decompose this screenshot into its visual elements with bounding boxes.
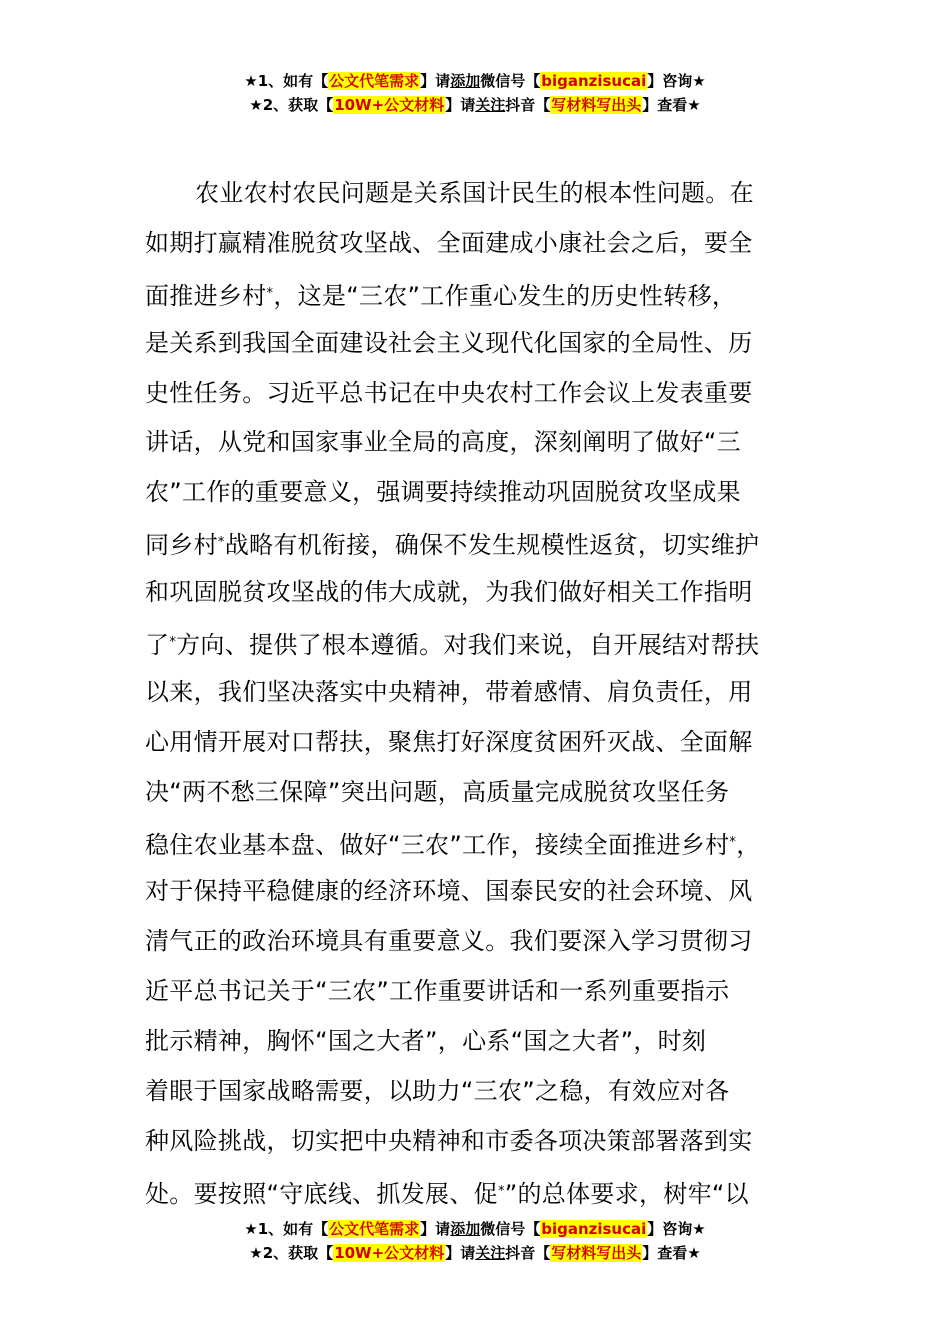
banner-highlight: 10W+公文材料 xyxy=(334,96,445,114)
body-paragraph xyxy=(145,169,835,1217)
asterisk-mark: * xyxy=(266,285,274,301)
banner-text: ★1、如有【 xyxy=(244,1220,329,1238)
body-line: 同乡村*战略有机衔接，确保不发生规模性返贫，切实维护 xyxy=(145,531,760,560)
banner-line-1 xyxy=(0,1218,950,1242)
banner-text: 】请 xyxy=(445,1244,476,1262)
banner-highlight: biganzisucai xyxy=(541,72,647,90)
banner-text: 抖音【 xyxy=(505,96,551,114)
body-line: 心用情开展对口帮扶，聚焦打好深度贫困歼灭战、全面解 xyxy=(145,727,753,756)
banner-highlight: 10W+公文材料 xyxy=(334,1244,445,1262)
banner-text: 】咨询★ xyxy=(647,1220,706,1238)
body-line: 农业农村农民问题是关系国计民生的根本性问题。在 xyxy=(195,179,754,207)
banner-text: ★2、获取【 xyxy=(249,1244,334,1262)
body-line: 种风险挑战，切实把中央精神和市委各项决策部署落到实 xyxy=(145,1126,753,1155)
body-line: 史性任务。习近平总书记在中央农村工作会议上发表重要 xyxy=(145,378,753,407)
body-line: 面推进乡村*，这是“三农”工作重心发生的历史性转移， xyxy=(145,281,737,310)
body-line: 处。要按照“守底线、抓发展、促*”的总体要求，树牢“以 xyxy=(145,1179,749,1208)
banner-text: 】请 xyxy=(420,72,451,90)
asterisk-mark: * xyxy=(729,834,737,850)
banner-text: 抖音【 xyxy=(505,1244,551,1262)
banner-text: ★2、获取【 xyxy=(249,96,334,114)
asterisk-mark: * xyxy=(217,535,225,551)
body-line: 近平总书记关于“三农”工作重要讲话和一系列重要指示 xyxy=(145,977,730,1006)
body-line: 以来，我们坚决落实中央精神，带着感情、肩负责任，用 xyxy=(145,677,753,706)
body-line: 讲话，从党和国家事业全局的高度，深刻阐明了做好“三 xyxy=(145,428,741,457)
banner-line-1 xyxy=(0,70,950,94)
asterisk-mark: * xyxy=(497,1183,505,1199)
body-line: 如期打赢精准脱贫攻坚战、全面建成小康社会之后，要全 xyxy=(145,228,753,257)
banner-highlight: 写材料写出头 xyxy=(551,96,642,114)
body-line: 对于保持平稳健康的经济环境、国泰民安的社会环境、风 xyxy=(145,877,753,906)
banner-highlight: biganzisucai xyxy=(541,1220,647,1238)
body-line: 批示精神，胸怀“国之大者”，心系“国之大者”，时刻 xyxy=(145,1027,707,1056)
banner-text: 】咨询★ xyxy=(647,72,706,90)
asterisk-mark: * xyxy=(169,635,177,651)
banner-text: 】请 xyxy=(420,1220,451,1238)
banner-underline: 关注 xyxy=(475,96,506,114)
banner-text: 】请 xyxy=(445,96,476,114)
banner-line-2 xyxy=(0,94,950,118)
banner-text: 】查看★ xyxy=(642,1244,701,1262)
body-line: 农”工作的重要意义，强调要持续推动巩固脱贫攻坚成果 xyxy=(145,478,741,507)
body-line: 清气正的政治环境具有重要意义。我们要深入学习贯彻习 xyxy=(145,927,753,956)
banner-highlight: 写材料写出头 xyxy=(551,1244,642,1262)
footer-banner xyxy=(0,1218,950,1266)
body-line: 决“两不愁三保障”突出问题，高质量完成脱贫攻坚任务 xyxy=(145,777,730,806)
banner-underline: 关注 xyxy=(475,1244,506,1262)
body-line: 着眼于国家战略需要，以助力“三农”之稳，有效应对各 xyxy=(145,1077,730,1106)
header-banner xyxy=(0,70,950,118)
body-line: 了*方向、提供了根本遵循。对我们来说，自开展结对帮扶 xyxy=(145,631,760,660)
body-line: 和巩固脱贫攻坚战的伟大成就，为我们做好相关工作指明 xyxy=(145,578,753,607)
banner-text: 微信号【 xyxy=(480,72,541,90)
banner-highlight: 公文代笔需求 xyxy=(329,1220,420,1238)
banner-line-2 xyxy=(0,1242,950,1266)
banner-underline: 添加 xyxy=(450,72,481,90)
banner-text: 】查看★ xyxy=(642,96,701,114)
banner-highlight: 公文代笔需求 xyxy=(329,72,420,90)
body-line: 稳住农业基本盘、做好“三农”工作，接续全面推进乡村*， xyxy=(145,830,761,859)
banner-text: 微信号【 xyxy=(480,1220,541,1238)
banner-underline: 添加 xyxy=(450,1220,481,1238)
banner-text: ★1、如有【 xyxy=(244,72,329,90)
body-line: 是关系到我国全面建设社会主义现代化国家的全局性、历 xyxy=(145,328,753,357)
